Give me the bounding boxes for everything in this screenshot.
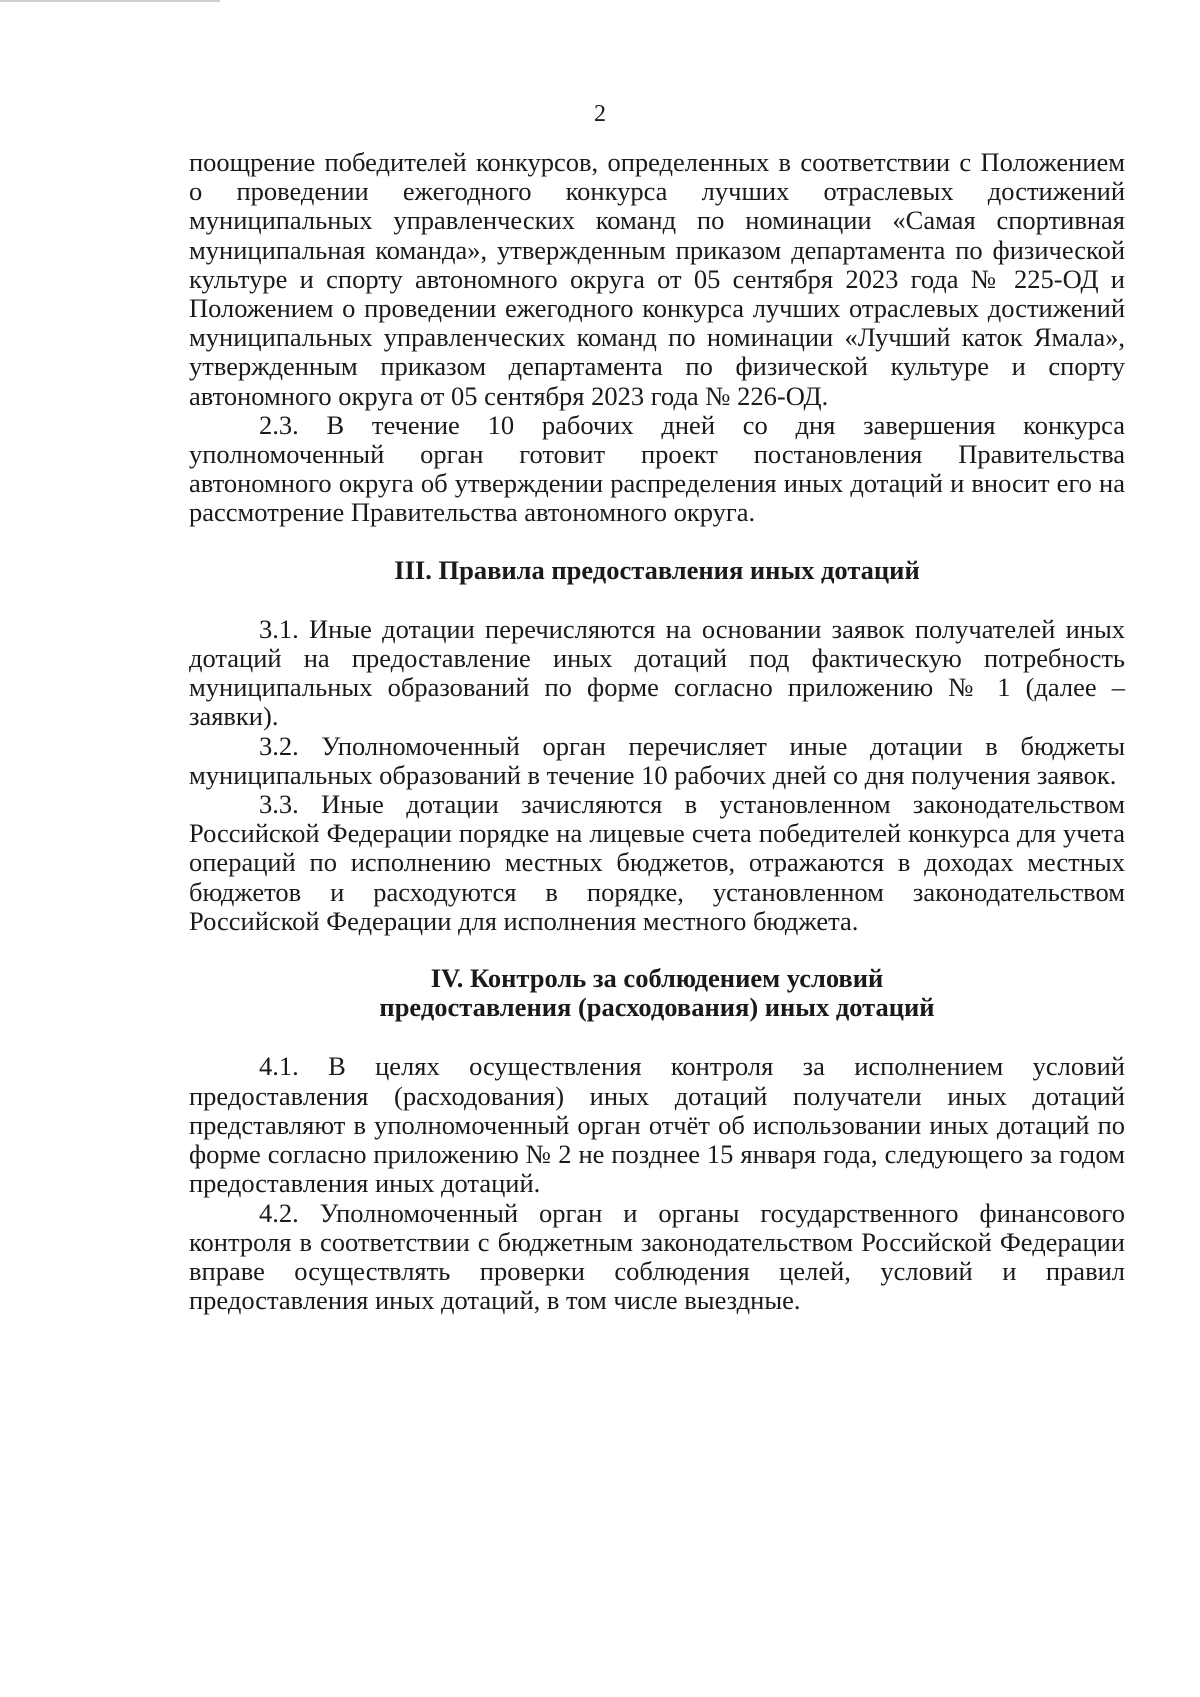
paragraph-3-2: 3.2. Уполномоченный орган перечисляет иные дотации в бюджеты муниципальных образований в течение 10 рабочих дней со дня получения заявок. <box>189 730 1125 790</box>
spacer <box>189 585 1125 615</box>
section-4-heading-line-1: IV. Контроль за соблюдением условий <box>430 963 884 994</box>
paragraph-4-1: 4.1. В целях осуществления контроля за исполнением условий предоставления (расходования) иных дотаций получатели иных дотаций представляют в уполномоченный орган отчёт об использовании иных дотаций по форме согласно приложению № 2 не позднее 15 января года, следующего за годом предоставления иных дотаций. <box>189 1051 1125 1199</box>
section-3-heading: III. Правила предоставления иных дотаций <box>394 554 920 585</box>
spacer <box>189 1022 1125 1052</box>
paragraph-3-1: 3.1. Иные дотации перечисляются на основании заявок получателей иных дотаций на предоставление иных дотаций под фактическую потребность муниципальных образований по форме согласно приложению № 1 (далее – заявки). <box>189 613 1125 732</box>
section-4-heading-line-2: предоставления (расходования) иных дотаций <box>379 992 935 1023</box>
intro-paragraph: поощрение победителей конкурсов, определенных в соответствии с Положением о проведении ежегодного конкурса лучших отраслевых достижений муниципальных управленческих команд по номинации «Самая спортивная муниципальная команда», утвержденным приказом департамента по физической культуре и спорту автономного округа от 05 сентября 2023 года № 225-ОД и Положением о проведении ежегодного конкурса лучших отраслевых достижений муниципальных управленческих команд по номинации «Лучший каток Ямала», утвержденным приказом департамента по физической культуре и спорту автономного округа от 05 сентября 2023 года № 226-ОД. <box>189 147 1125 411</box>
paragraph-2-3: 2.3. В течение 10 рабочих дней со дня завершения конкурса уполномоченный орган готовит проект постановления Правительства автономного округа об утверждении распределения иных дотаций и вносит его на рассмотрение Правительства автономного округа. <box>189 409 1125 528</box>
scan-edge-line <box>0 0 220 2</box>
paragraph-3-3: 3.3. Иные дотации зачисляются в установленном законодательством Российской Федерации порядке на лицевые счета победителей конкурса для учета операций по исполнению местных бюджетов, отражаются в доходах местных бюджетов и расходуются в порядке, установленном законодательством Российской Федерации для исполнения местного бюджета. <box>189 789 1125 936</box>
document-body <box>189 148 1125 1315</box>
spacer <box>189 936 1125 964</box>
paragraph-4-2: 4.2. Уполномоченный орган и органы государственного финансового контроля в соответствии с бюджетным законодательством Российской Федерации вправе осуществлять проверки соблюдения целей, условий и правил предоставления иных дотаций, в том числе выездные. <box>189 1197 1125 1316</box>
page-number: 2 <box>594 101 606 127</box>
spacer <box>189 528 1125 556</box>
